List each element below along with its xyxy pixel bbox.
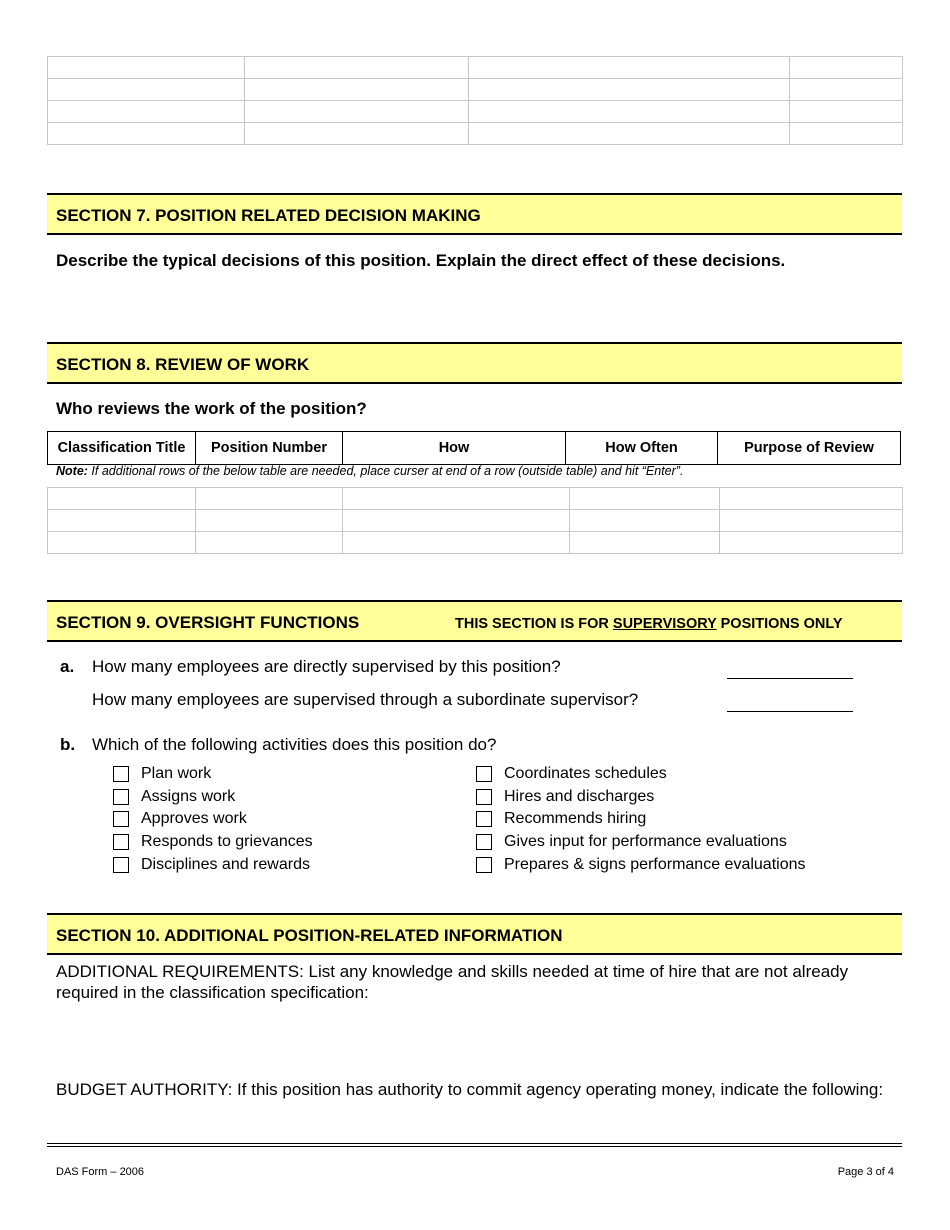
table-note (56, 464, 683, 478)
supervisory-note: THIS SECTION IS FOR SUPERVISORY POSITIONS ONLY (455, 616, 843, 632)
column-header: Position Number (196, 432, 343, 465)
review-table (47, 487, 903, 554)
checkbox[interactable] (476, 834, 492, 850)
checkbox[interactable] (476, 766, 492, 782)
question-a-letter: a. (60, 657, 75, 676)
table-row (48, 488, 903, 510)
checkbox[interactable] (476, 857, 492, 873)
section-9-title: SECTION 9. OVERSIGHT FUNCTIONS (56, 613, 360, 632)
activity-option[interactable]: Plan work (113, 764, 211, 784)
table-row (48, 510, 903, 532)
checkbox[interactable] (113, 766, 129, 782)
question-b: Which of the following activities does this position do? (92, 735, 497, 754)
section-7-prompt: Describe the typical decisions of this position. Explain the direct effect of these decisions. (56, 251, 786, 270)
column-header: How (343, 432, 566, 465)
section-8-header (47, 342, 902, 384)
top-carryover-table (47, 56, 903, 145)
table-row (48, 101, 903, 123)
note-label: Note: (56, 464, 88, 478)
checkbox[interactable] (476, 789, 492, 805)
section-10-title: SECTION 10. ADDITIONAL POSITION-RELATED INFORMATION (56, 926, 563, 945)
form-id: DAS Form – 2006 (56, 1166, 145, 1178)
activity-option[interactable]: Responds to grievances (113, 832, 313, 852)
checkbox[interactable] (113, 789, 129, 805)
page-number: Page 3 of 4 (837, 1166, 894, 1178)
column-header: Purpose of Review (718, 432, 901, 465)
question-a1: How many employees are directly supervised by this position? (92, 657, 561, 676)
activity-option[interactable]: Recommends hiring (476, 809, 646, 829)
direct-supervised-field[interactable] (727, 677, 853, 679)
column-header: Classification Title (48, 432, 196, 465)
table-row (48, 57, 903, 79)
activity-option[interactable]: Coordinates schedules (476, 764, 667, 784)
section-8-prompt: Who reviews the work of the position? (56, 399, 367, 418)
section-10-header (47, 913, 902, 955)
table-row (48, 123, 903, 145)
checkbox[interactable] (113, 834, 129, 850)
table-row (48, 79, 903, 101)
section-9-header (47, 600, 902, 642)
section-7-title: SECTION 7. POSITION RELATED DECISION MAKING (56, 206, 481, 225)
budget-authority: BUDGET AUTHORITY: If this position has authority to commit agency operating money, indicate the following: (56, 1080, 884, 1099)
checkbox[interactable] (476, 811, 492, 827)
additional-requirements: ADDITIONAL REQUIREMENTS: List any knowledge and skills needed at time of hire that are not already required in the classification specification: (56, 962, 849, 1002)
question-a2: How many employees are supervised through a subordinate supervisor? (92, 690, 639, 709)
review-header-table (47, 431, 901, 465)
note-text: If additional rows of the below table are needed, place curser at end of a row (outside table) and hit “Enter”. (87, 464, 684, 478)
activity-option[interactable]: Approves work (113, 809, 247, 829)
activity-option[interactable]: Prepares & signs performance evaluations (476, 855, 806, 875)
activity-option[interactable]: Disciplines and rewards (113, 855, 310, 875)
activity-option[interactable]: Gives input for performance evaluations (476, 832, 787, 852)
activity-option[interactable]: Hires and discharges (476, 787, 654, 807)
question-b-letter: b. (60, 735, 76, 754)
section-8-title: SECTION 8. REVIEW OF WORK (56, 355, 310, 374)
table-row (48, 532, 903, 554)
supervisory-emphasis: SUPERVISORY (612, 616, 717, 632)
column-header: How Often (566, 432, 718, 465)
activity-option[interactable]: Assigns work (113, 787, 235, 807)
footer-rule (47, 1143, 902, 1147)
checkbox[interactable] (113, 857, 129, 873)
subordinate-supervised-field[interactable] (727, 710, 853, 712)
checkbox[interactable] (113, 811, 129, 827)
section-7-header (47, 193, 902, 235)
